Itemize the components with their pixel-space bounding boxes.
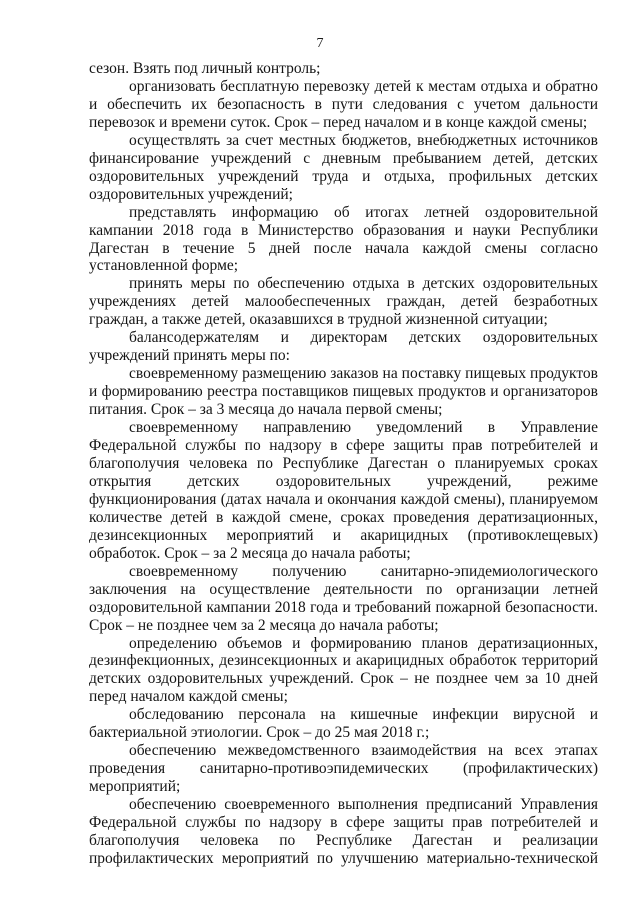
paragraph: принять меры по обеспечению отдыха в детских оздоровительных учреждениях детей малообеспеченных граждан, детей безработных граждан, а также детей, оказавшихся в трудной жизненной ситуации;: [89, 275, 598, 329]
paragraph: своевременному размещению заказов на поставку пищевых продуктов и формированию реестра поставщиков пищевых продуктов и организаторов питания. Срок – за 3 месяца до начала первой смены;: [89, 365, 598, 419]
paragraph: балансодержателям и директорам детских оздоровительных учреждений принять меры по:: [89, 329, 598, 365]
paragraph: обеспечению межведомственного взаимодействия на всех этапах проведения санитарно-противоэпидемических (профилактических) мероприятий;: [89, 742, 598, 796]
paragraph: организовать бесплатную перевозку детей к местам отдыха и обратно и обеспечить их безопасность в пути следования с учетом дальности перевозок и времени суток. Срок – перед началом и в конце каждой смены;: [89, 77, 598, 131]
paragraph: обследованию персонала на кишечные инфекции вирусной и бактериальной этиологии. Срок – до 25 мая 2018 г.;: [89, 706, 598, 742]
paragraph: своевременному получению санитарно-эпидемиологического заключения на осуществление деятельности по организации летней оздоровительной кампании 2018 года и требований пожарной безопасности. Срок – не позднее чем за 2 месяца до начала работы;: [89, 562, 598, 634]
paragraph: обеспечению своевременного выполнения предписаний Управления Федеральной службы по надзору в сфере защиты прав потребителей и благополучия человека по Республике Дагестан и реализации профилактических мероприятий по улучшению материально-технической: [89, 796, 598, 867]
paragraph: сезон. Взять под личный контроль;: [89, 60, 321, 77]
paragraph: осуществлять за счет местных бюджетов, внебюджетных источников финансирование учреждений с дневным пребыванием детей, детских оздоровительных учреждений труда и отдыха, профильных детских оздоровительных учреждений;: [89, 131, 598, 203]
page-number: 7: [316, 36, 324, 51]
paragraph: представлять информацию об итогах летней оздоровительной кампании 2018 года в Министерство образования и науки Республики Дагестан в течение 5 дней после начала каждой смены согласно установленной форме;: [89, 203, 598, 275]
paragraph: своевременному направлению уведомлений в Управление Федеральной службы по надзору в сфере защиты прав потребителей и благополучия человека по Республике Дагестан о планируемых сроках открытия детских оздоровительных учреждений, режиме функционирования (датах начала и окончания каждой смены), планируемом количестве детей в каждой смене, сроках проведения дератизационных, дезинсекционных мероприятий и акарицидных (противоклещевых) обработок. Срок – за 2 месяца до начала работы;: [89, 419, 598, 562]
paragraph: определению объемов и формированию планов дератизационных, дезинфекционных, дезинсекционных и акарицидных обработок территорий детских оздоровительных учреждений. Срок – не позднее чем за 10 дней перед началом каждой смены;: [89, 634, 598, 706]
document-body: [89, 60, 598, 868]
